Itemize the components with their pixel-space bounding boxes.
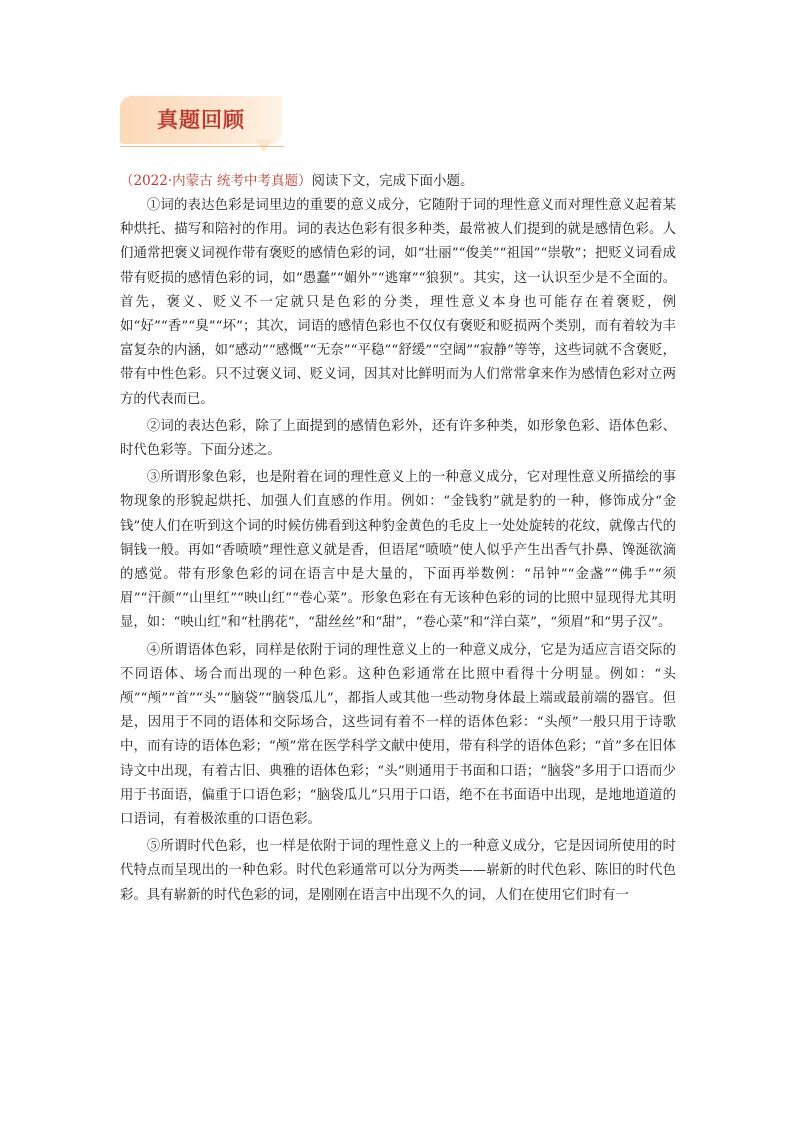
article-body (120, 194, 676, 911)
paragraph-5: ⑤所谓时代色彩，也一样是依附于词的理性意义上的一种意义成分，它是因词所使用的时代特点而呈现出的一种色彩。时代色彩通常可以分为两类——崭新的时代色彩、陈旧的时代色彩。具有崭新的时代色彩的词，是刚刚在语言中出现不久的词，人们在使用它们时有一 (120, 839, 676, 903)
question-intro (120, 170, 680, 192)
paragraph-2: ②词的表达色彩，除了上面提到的感情色彩外，还有许多种类，如形象色彩、语体色彩、时代色彩等。下面分述之。 (120, 418, 676, 459)
question-prompt: 阅读下文，完成下面小题。 (311, 173, 474, 189)
section-tag-title: 真题回顾 (157, 108, 245, 132)
section-tag (120, 96, 284, 162)
section-tag-underline (120, 146, 284, 147)
paragraph-4: ④所谓语体色彩，同样是依附于词的理性意义上的一种意义成分，它是为适应言语交际的不同语体、场合而出现的一种色彩。这种色彩通常在比照中看得十分明显。例如：“头颅”“颅”“首”“头”“脑袋”“脑袋瓜儿”，都指人或其他一些动物身体最上端或最前端的器官。但是，因用于不同的语体和交际场合，这些词有着不一样的语体色彩：“头颅”一般只用于诗歌中，而有诗的语体色彩；“颅”常在医学科学文献中使用，带有科学的语体色彩；“首”多在旧体诗文中出现，有着古旧、典雅的语体色彩；“头”则通用于书面和口语；“脑袋”多用于口语而少用于书面语，偏重于口语色彩；“脑袋瓜儿”只用于口语，绝不在书面语中出现，是地地道道的口语词，有着极浓重的口语色彩。 (120, 642, 676, 828)
paragraph-3: ③所谓形象色彩，也是附着在词的理性意义上的一种意义成分，它对理性意义所描绘的事物现象的形貌起烘托、加强人们直感的作用。例如：“金钱豹”就是豹的一种，修饰成分“金钱”使人们在听到这个词的时候仿佛看到这种豹金黄色的毛皮上一处处旋转的花纹，就像古代的铜钱一般。再如“香喷喷”理性意义就是香，但语尾“喷喷”使人似乎产生出香气扑鼻、馋涎欲滴的感觉。带有形象色彩的词在语言中是大量的，下面再举数例：“吊钟”“金盏”“佛手”“须眉”“汗颜”“山里红”“映山红”“卷心菜”。形象色彩在有无该种色彩的词的比照中显现得尤其明显，如：“映山红”和“杜鹃花”，“甜丝丝”和“甜”，“卷心菜”和“洋白菜”，“须眉”和“男子汉”。 (120, 470, 676, 631)
paragraph-1: ①词的表达色彩是词里边的重要的意义成分，它随附于词的理性意义而对理性意义起着某种烘托、描写和陪衬的作用。词的表达色彩有很多种类，最常被人们提到的就是感情色彩。人们通常把褒义词视作带有褒贬的感情色彩的词，如“壮丽”“俊美”“祖国”“崇敬”；把贬义词看成带有贬损的感情色彩的词，如“愚蠢”“媚外”“逃窜”“狼狈”。其实，这一认识至少是不全面的。首先，褒义、贬义不一定就只是色彩的分类，理性意义本身也可能存在着褒贬，例如“好”“香”“臭”“坏”；其次，词语的感情色彩也不仅仅有褒贬和贬损两个类别，而有着较为丰富复杂的内涵，如“感动”“感慨”“无奈”“平稳”“舒缓”“空阔”“寂静”等等，这些词就不含褒贬，带有中性色彩。只不过褒义词、贬义词，因其对比鲜明而为人们常常拿来作为感情色彩对立两方的代表而已。 (120, 198, 676, 407)
question-source: （2022·内蒙古 统考中考真题） (120, 173, 312, 189)
